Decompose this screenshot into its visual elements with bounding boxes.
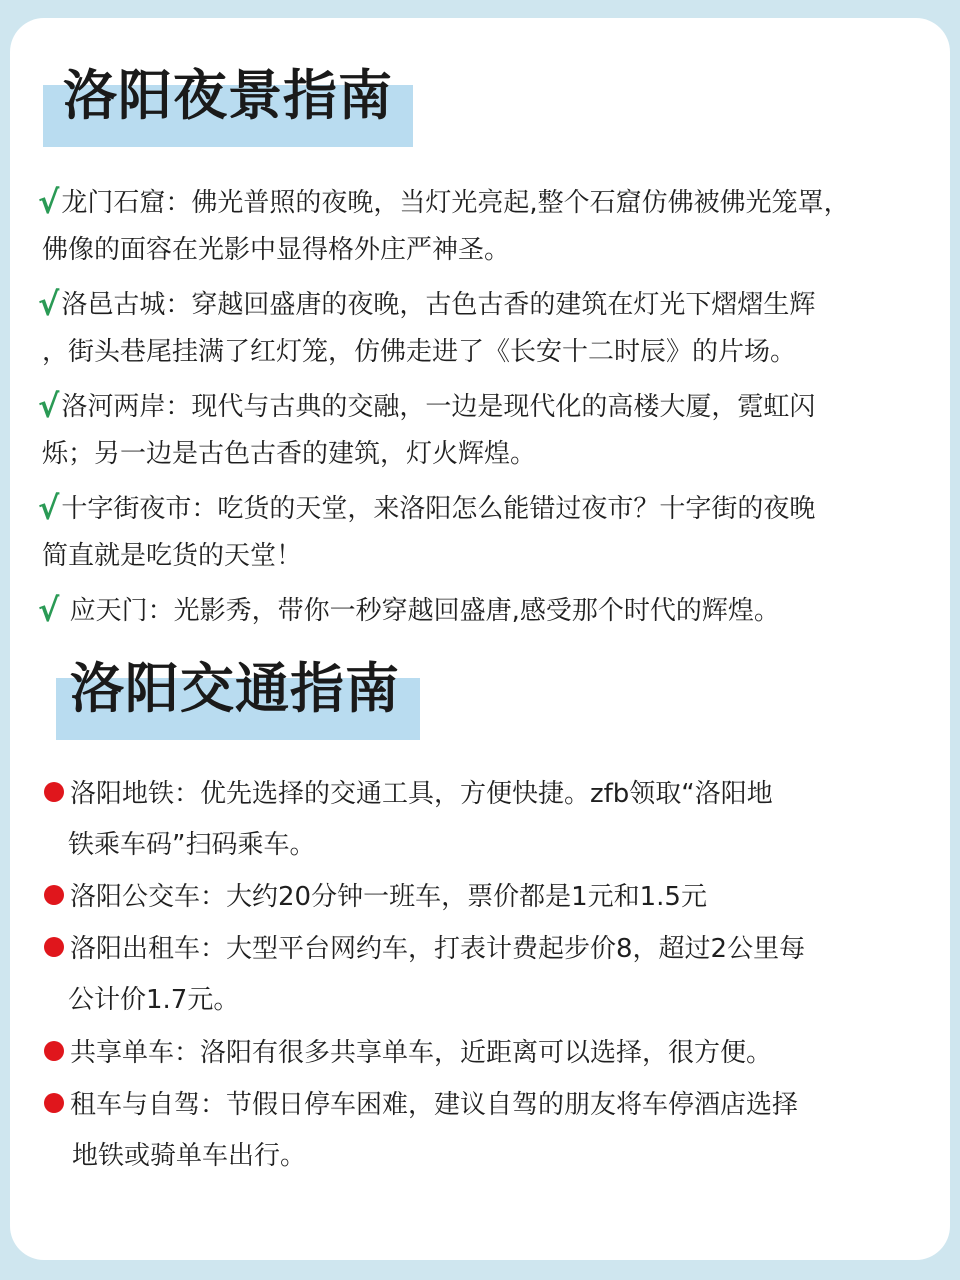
night-item-luohe-cont: 烁；另一边是古色古香的建筑，灯火辉煌。 xyxy=(42,439,537,469)
night-guide-title-highlight xyxy=(43,64,413,147)
night-item-longmen-cont: 佛像的面容在光影中显得格外庄严神圣。 xyxy=(42,235,511,265)
check-icon: √ xyxy=(38,489,60,527)
red-bullet-icon xyxy=(44,1041,64,1061)
traffic-item-taxi-cont: 公计价1.7元。 xyxy=(68,985,240,1015)
traffic-guide-title: 洛阳交通指南 xyxy=(70,657,400,720)
night-guide-title: 洛阳夜景指南 xyxy=(63,64,393,127)
check-icon: √ xyxy=(38,591,60,629)
check-icon: √ xyxy=(38,183,60,221)
check-icon: √ xyxy=(38,387,60,425)
red-bullet-icon xyxy=(44,782,64,802)
night-item-shizijie-cont: 简直就是吃货的天堂！ xyxy=(42,541,303,571)
traffic-item-rental-cont: 地铁或骑单车出行。 xyxy=(72,1141,307,1171)
traffic-item-bus: 洛阳公交车：大约20分钟一班车，票价都是1元和1.5元 xyxy=(44,884,707,910)
traffic-guide-title-highlight xyxy=(56,657,420,740)
night-item-shizijie: √十字街夜市：吃货的天堂，来洛阳怎么能错过夜市？十字街的夜晚 xyxy=(38,489,816,527)
red-bullet-icon xyxy=(44,885,64,905)
night-item-luoyi: √洛邑古城：穿越回盛唐的夜晚，古色古香的建筑在灯光下熠熠生辉 xyxy=(38,285,816,323)
traffic-item-taxi: 洛阳出租车：大型平台网约车，打表计费起步价8，超过2公里每 xyxy=(44,936,805,962)
traffic-item-bike: 共享单车：洛阳有很多共享单车，近距离可以选择，很方便。 xyxy=(44,1040,772,1066)
red-bullet-icon xyxy=(44,937,64,957)
traffic-item-metro-cont: 铁乘车码”扫码乘车。 xyxy=(68,830,316,860)
red-bullet-icon xyxy=(44,1093,64,1113)
night-item-yingtianmen: √ 应天门：光影秀，带你一秒穿越回盛唐,感受那个时代的辉煌。 xyxy=(38,591,780,629)
traffic-item-rental: 租车与自驾：节假日停车困难，建议自驾的朋友将车停酒店选择 xyxy=(44,1092,798,1118)
traffic-item-metro: 洛阳地铁：优先选择的交通工具，方便快捷。zfb领取“洛阳地 xyxy=(44,781,773,807)
check-icon: √ xyxy=(38,285,60,323)
night-item-longmen: √龙门石窟：佛光普照的夜晚，当灯光亮起,整个石窟仿佛被佛光笼罩， xyxy=(38,183,850,221)
night-item-luohe: √洛河两岸：现代与古典的交融，一边是现代化的高楼大厦，霓虹闪 xyxy=(38,387,816,425)
night-item-luoyi-cont: ，街头巷尾挂满了红灯笼，仿佛走进了《长安十二时辰》的片场。 xyxy=(42,337,797,367)
